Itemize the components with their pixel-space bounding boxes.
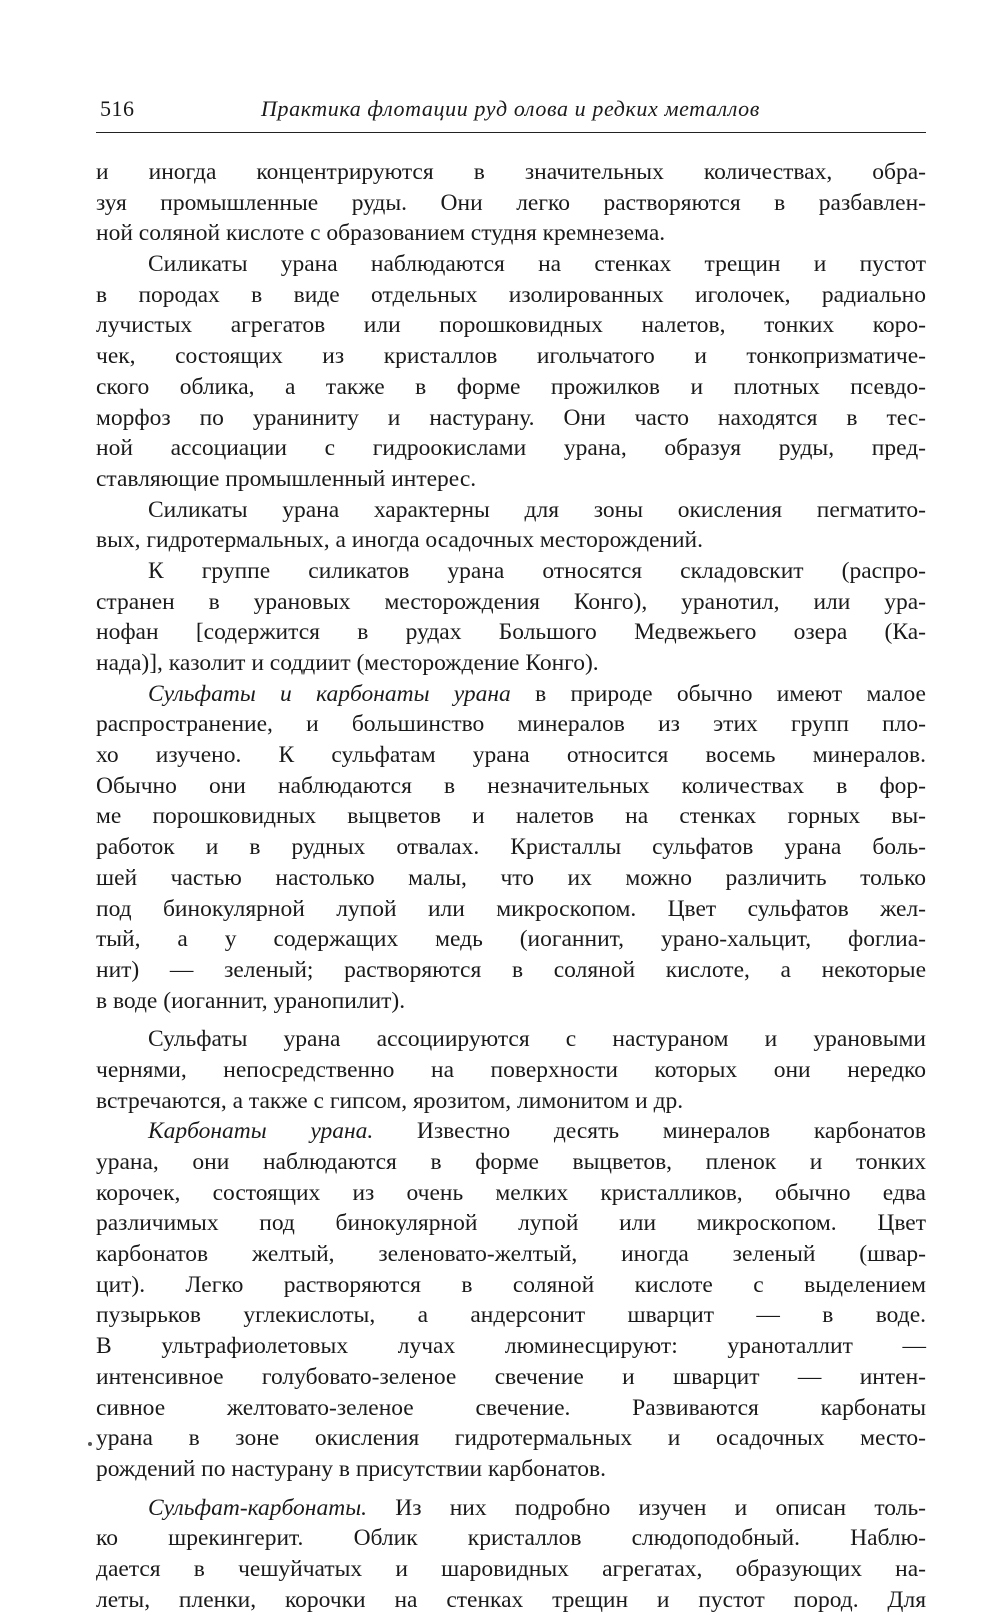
text-line [96, 1423, 926, 1454]
line-text: К группе силикатов урана относятся складовскит (распро- [148, 557, 926, 584]
text-line [96, 1178, 926, 1209]
text-line [96, 1554, 926, 1585]
line-text: чернями, непосредственно на поверхности которых они нередко [96, 1056, 926, 1083]
running-title: Практика флотации руд олова и редких металлов [261, 96, 760, 121]
line-text: карбонатов желтый, зеленовато-желтый, иногда зеленый (швар- [96, 1241, 926, 1268]
line-text: ной ассоциации с гидроокислами урана, образуя руды, пред- [96, 435, 926, 462]
italic-heading: Карбонаты урана. [148, 1118, 374, 1145]
line-text: и иногда концентрируются в значительных количествах, обра- [96, 159, 926, 185]
line-text: нит) — зеленый; растворяются в соляной кислоте, а некоторые [96, 956, 926, 983]
line-text: цит). Легко растворяются в соляной кислоте с выделением [96, 1271, 926, 1298]
line-text: лучистых агрегатов или порошковидных налетов, тонких коро- [96, 312, 926, 339]
line-text: рождений по настурану в присутствии карбонатов. [96, 1455, 607, 1482]
text-line [96, 433, 926, 464]
text-line [96, 1454, 926, 1485]
line-text: Силикаты урана наблюдаются на стенках трещин и пустот [148, 251, 926, 278]
text-line [96, 1523, 926, 1554]
text-line [96, 1208, 926, 1239]
line-text: сивное желтовато-зеленое свечение. Развиваются карбонаты [96, 1394, 926, 1421]
text-line [96, 587, 926, 618]
italic-heading: Сульфат-карбонаты. [148, 1494, 367, 1521]
text-line [96, 464, 926, 495]
text-line [96, 1362, 926, 1393]
text-line [96, 249, 926, 280]
text-line [96, 1116, 926, 1147]
text-line [96, 372, 926, 403]
text-line [96, 1270, 926, 1301]
line-text: различимых под бинокулярной лупой или микроскопом. Цвет [96, 1210, 926, 1237]
line-text: ского облика, а также в форме прожилков и плотных псевдо- [96, 373, 926, 400]
text-line [96, 403, 926, 434]
page-number: 516 [100, 96, 135, 121]
running-header [96, 92, 926, 133]
line-text: Известно десять минералов карбонатов [373, 1118, 926, 1145]
text-line [96, 495, 926, 526]
text-line [96, 218, 926, 249]
text-line [96, 341, 926, 372]
line-text: странен в урановых месторождения Конго), уранотил, или ура- [96, 588, 926, 615]
line-text: ставляющие промышленный интерес. [96, 465, 477, 492]
italic-heading: Сульфаты и карбонаты урана [148, 680, 511, 707]
text-line [96, 188, 926, 219]
line-text: нофан [содержится в рудах Большого Медвежьего озера (Ка- [96, 619, 926, 646]
text-line [96, 955, 926, 986]
line-text: урана, они наблюдаются в форме выцветов, пленок и тонких [96, 1149, 926, 1175]
text-line [96, 1493, 926, 1524]
line-text: вых, гидротермальных, а иногда осадочных месторождений. [96, 527, 703, 554]
line-text: пузырьков углекислоты, а андерсонит шварцит — в воде. [96, 1302, 926, 1329]
text-line [96, 863, 926, 894]
paragraph-gap [96, 1016, 926, 1024]
line-text: Из них подробно изучен и описан толь- [366, 1494, 926, 1521]
line-text: Сульфаты урана ассоциируются с настураном и урановыми [148, 1026, 926, 1053]
text-line [96, 525, 926, 556]
body-text [96, 157, 926, 1615]
line-text: ме порошковидных выцветов и налетов на стенках горных вы- [96, 803, 926, 830]
line-text: зуя промышленные руды. Они легко растворяются в разбавлен- [96, 189, 926, 216]
text-line [96, 801, 926, 832]
line-text: под бинокулярной лупой или микроскопом. Цвет сульфатов жел- [96, 895, 926, 922]
text-line [96, 157, 926, 188]
text-line [96, 1086, 926, 1117]
line-text: дается в чешуйчатых и шаровидных агрегатах, образующих на- [96, 1555, 926, 1582]
line-text: ко шрекингерит. Облик кристаллов слюдоподобный. Наблю- [96, 1525, 926, 1552]
book-page [96, 92, 926, 1615]
text-line [96, 556, 926, 587]
text-line [96, 771, 926, 802]
text-line [96, 1055, 926, 1086]
line-text: нада)], казолит и соддиит (месторождение Конго). [96, 650, 599, 676]
line-text: леты, пленки, корочки на стенках трещин и пустот пород. Для [96, 1586, 926, 1613]
line-text: встречаются, а также с гипсом, ярозитом, лимонитом и др. [96, 1087, 684, 1114]
line-text: корочек, состоящих из очень мелких кристалликов, обычно едва [96, 1179, 926, 1206]
text-line [96, 1024, 926, 1055]
text-line [96, 310, 926, 341]
line-text: в природе обычно имеют малое [510, 680, 926, 707]
text-line [96, 709, 926, 740]
line-text: морфоз по ураниниту и настурану. Они часто находятся в тес- [96, 404, 926, 431]
text-line [96, 1393, 926, 1424]
text-line [96, 1331, 926, 1362]
line-text: ной соляной кислоте с образованием студня кремнезема. [96, 220, 666, 247]
line-text: работок и в рудных отвалах. Кристаллы сульфатов урана боль- [96, 834, 926, 861]
line-text: в воде (иоганнит, уранопилит). [96, 987, 406, 1014]
text-line [96, 832, 926, 863]
line-text: в породах в виде отдельных изолированных иголочек, радиально [96, 281, 926, 308]
text-line [96, 924, 926, 955]
text-line [96, 1147, 926, 1178]
text-line [96, 617, 926, 648]
text-line [96, 679, 926, 710]
margin-mark [88, 1442, 92, 1446]
line-text: урана в зоне окисления гидротермальных и осадочных место- [96, 1425, 926, 1452]
text-line [96, 894, 926, 925]
paragraph-gap [96, 1485, 926, 1493]
text-line [96, 740, 926, 771]
text-line [96, 648, 926, 679]
line-text: хо изучено. К сульфатам урана относится восемь минералов. [96, 742, 926, 769]
line-text: тый, а у содержащих медь (иоганнит, урано-хальцит, фоглиа- [96, 926, 926, 953]
text-line [96, 986, 926, 1017]
line-text: Обычно они наблюдаются в незначительных количествах в фор- [96, 772, 926, 799]
line-text: В ультрафиолетовых лучах люминесцируют: ураноталлит — [96, 1333, 926, 1360]
line-text: распространение, и большинство минералов из этих групп пло- [96, 711, 926, 738]
line-text: шей частью настолько малы, что их можно различить только [96, 864, 926, 891]
line-text: Силикаты урана характерны для зоны окисления пегматито- [148, 496, 926, 523]
line-text: интенсивное голубовато-зеленое свечение и шварцит — интен- [96, 1363, 926, 1390]
text-line [96, 1239, 926, 1270]
text-line [96, 1300, 926, 1331]
text-line [96, 280, 926, 311]
line-text: чек, состоящих из кристаллов игольчатого и тонкопризматиче- [96, 343, 926, 370]
